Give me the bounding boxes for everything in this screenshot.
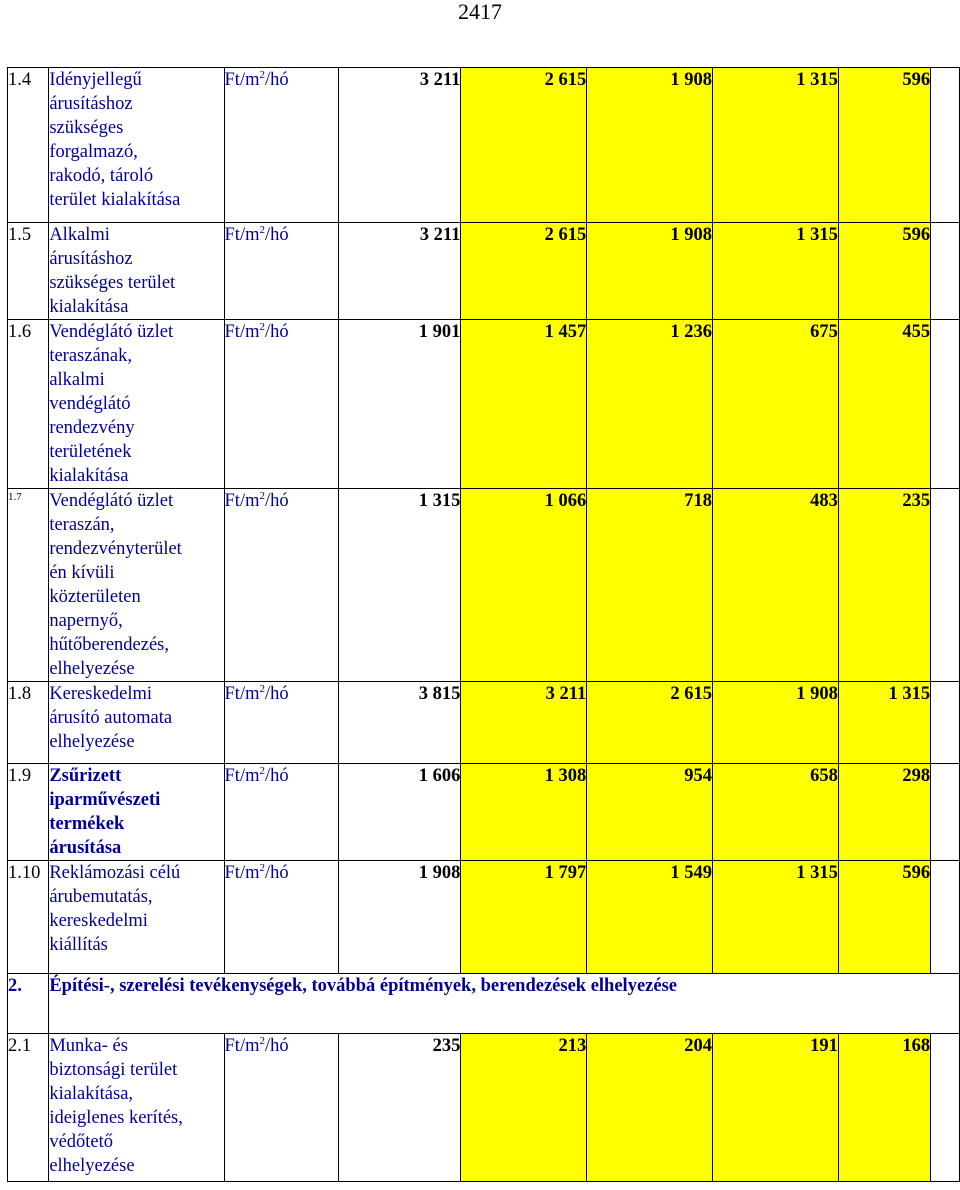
row-description <box>49 1034 224 1182</box>
description-line: iparművészeti <box>49 790 161 810</box>
tariff-table <box>7 67 960 1182</box>
description-line: árusító automata <box>49 708 173 728</box>
row-description <box>49 320 224 489</box>
unit-cell <box>224 1034 339 1182</box>
value-cell: 1 308 <box>461 764 587 861</box>
empty-cell <box>931 68 960 223</box>
value-cell: 235 <box>838 489 930 682</box>
description-line: vendéglátó <box>49 394 131 414</box>
value-cell: 1 549 <box>587 861 713 974</box>
unit-exponent: 2 <box>259 764 265 777</box>
value-cell: 455 <box>838 320 930 489</box>
table-row <box>8 320 960 489</box>
unit-exponent: 2 <box>259 861 265 874</box>
unit-exponent: 2 <box>259 68 265 81</box>
unit-suffix: /hó <box>264 1036 289 1056</box>
table-row <box>8 764 960 861</box>
unit-base: Ft/m <box>224 225 260 245</box>
unit-base: Ft/m <box>224 322 260 342</box>
value-cell: 1 066 <box>461 489 587 682</box>
unit-exponent: 2 <box>259 223 265 236</box>
description-line: rendezvény <box>49 418 135 438</box>
row-index <box>8 682 49 764</box>
value-cell: 1 315 <box>339 489 461 682</box>
unit-suffix: /hó <box>264 684 289 704</box>
unit-cell <box>224 764 339 861</box>
row-index <box>8 764 49 861</box>
description-line: Munka- és <box>49 1036 128 1056</box>
unit-cell <box>224 861 339 974</box>
row-index-text: 2.1 <box>8 1036 32 1056</box>
description-line: ideiglenes kerítés, <box>49 1108 183 1128</box>
row-description <box>49 861 224 974</box>
value-cell: 596 <box>838 223 930 320</box>
table-row <box>8 489 960 682</box>
empty-cell <box>931 682 960 764</box>
unit-base: Ft/m <box>224 1036 260 1056</box>
unit-base: Ft/m <box>224 70 260 90</box>
row-description <box>49 682 224 764</box>
description-line: kialakítása <box>49 466 129 486</box>
unit-suffix: /hó <box>264 322 289 342</box>
table-row <box>8 861 960 974</box>
empty-cell <box>931 223 960 320</box>
row-index-text: 1.7 <box>8 491 22 503</box>
row-index <box>8 223 49 320</box>
row-description <box>49 223 224 320</box>
description-line: kialakítása <box>49 297 129 317</box>
unit-cell <box>224 489 339 682</box>
value-cell: 191 <box>713 1034 839 1182</box>
value-cell: 1 606 <box>339 764 461 861</box>
value-cell: 1 908 <box>587 223 713 320</box>
unit-exponent: 2 <box>259 489 265 502</box>
unit-base: Ft/m <box>224 491 260 511</box>
row-index-text: 1.4 <box>8 70 32 90</box>
description-line: árusításhoz <box>49 94 133 114</box>
value-cell: 168 <box>838 1034 930 1182</box>
description-line: területének <box>49 442 132 462</box>
row-description <box>49 764 224 861</box>
description-line: biztonsági terület <box>49 1060 178 1080</box>
value-cell: 596 <box>838 861 930 974</box>
value-cell: 658 <box>713 764 839 861</box>
description-line: kialakítása, <box>49 1084 134 1104</box>
value-cell: 1 236 <box>587 320 713 489</box>
value-cell: 954 <box>587 764 713 861</box>
value-cell: 235 <box>339 1034 461 1182</box>
value-cell: 1 908 <box>339 861 461 974</box>
description-line: védőtető <box>49 1132 114 1152</box>
unit-suffix: /hó <box>264 70 289 90</box>
description-line: szükséges <box>49 118 124 138</box>
description-line: kiállítás <box>49 935 108 955</box>
description-line: szükséges terület <box>49 273 176 293</box>
value-cell: 213 <box>461 1034 587 1182</box>
table-row <box>8 1034 960 1182</box>
page-number: 2417 <box>458 0 502 24</box>
description-line: kereskedelmi <box>49 911 148 931</box>
value-cell: 3 211 <box>461 682 587 764</box>
table-row <box>8 68 960 223</box>
description-line: Reklámozási célú <box>49 863 181 883</box>
row-index <box>8 68 49 223</box>
value-cell: 204 <box>587 1034 713 1182</box>
table-row <box>8 223 960 320</box>
value-cell: 483 <box>713 489 839 682</box>
value-cell: 2 615 <box>461 223 587 320</box>
value-cell: 1 315 <box>713 223 839 320</box>
row-index-text: 1.5 <box>8 225 32 245</box>
row-description <box>49 489 224 682</box>
table-row <box>8 682 960 764</box>
value-cell: 1 908 <box>587 68 713 223</box>
row-index-text: 1.10 <box>8 863 41 883</box>
value-cell: 1 901 <box>339 320 461 489</box>
unit-suffix: /hó <box>264 491 289 511</box>
description-line: elhelyezése <box>49 1156 135 1176</box>
value-cell: 3 815 <box>339 682 461 764</box>
value-cell: 3 211 <box>339 223 461 320</box>
description-line: közterületen <box>49 587 141 607</box>
value-cell: 1 908 <box>713 682 839 764</box>
row-index-text: 1.9 <box>8 766 32 786</box>
unit-exponent: 2 <box>259 1034 265 1047</box>
description-line: forgalmazó, <box>49 142 138 162</box>
description-line: rendezvényterület <box>49 539 182 559</box>
row-index <box>8 489 49 682</box>
description-line: hűtőberendezés, <box>49 635 169 655</box>
description-line: árusítása <box>49 838 122 858</box>
unit-suffix: /hó <box>264 225 289 245</box>
unit-cell <box>224 68 339 223</box>
description-line: elhelyezése <box>49 732 135 752</box>
row-index-text: 1.6 <box>8 322 32 342</box>
unit-suffix: /hó <box>264 863 289 883</box>
row-index <box>8 1034 49 1182</box>
value-cell: 1 315 <box>713 861 839 974</box>
unit-cell <box>224 682 339 764</box>
description-line: alkalmi <box>49 370 105 390</box>
value-cell: 298 <box>838 764 930 861</box>
unit-base: Ft/m <box>224 863 260 883</box>
unit-cell <box>224 223 339 320</box>
description-line: Kereskedelmi <box>49 684 153 704</box>
description-line: terület kialakítása <box>49 190 181 210</box>
empty-cell <box>931 764 960 861</box>
row-index <box>8 320 49 489</box>
empty-cell <box>931 1034 960 1182</box>
description-line: én kívüli <box>49 563 115 583</box>
description-line: teraszán, <box>49 515 115 535</box>
empty-cell <box>931 861 960 974</box>
section-row <box>8 974 960 1034</box>
row-description <box>49 68 224 223</box>
description-line: termékek <box>49 814 125 834</box>
description-line: teraszának, <box>49 346 132 366</box>
description-line: napernyő, <box>49 611 123 631</box>
empty-cell <box>931 489 960 682</box>
section-index: 2. <box>8 974 49 1034</box>
value-cell: 2 615 <box>461 68 587 223</box>
unit-cell <box>224 320 339 489</box>
value-cell: 1 315 <box>713 68 839 223</box>
description-line: Alkalmi <box>49 225 110 245</box>
description-line: árusításhoz <box>49 249 133 269</box>
description-line: Vendéglátó üzlet <box>49 322 174 342</box>
description-line: árubemutatás, <box>49 887 153 907</box>
value-cell: 1 315 <box>838 682 930 764</box>
description-line: Zsűrizett <box>49 766 122 786</box>
unit-exponent: 2 <box>259 320 265 333</box>
row-index <box>8 861 49 974</box>
description-line: rakodó, tároló <box>49 166 154 186</box>
row-index-text: 1.8 <box>8 684 32 704</box>
empty-cell <box>931 320 960 489</box>
value-cell: 1 797 <box>461 861 587 974</box>
value-cell: 718 <box>587 489 713 682</box>
unit-exponent: 2 <box>259 682 265 695</box>
unit-base: Ft/m <box>224 684 260 704</box>
description-line: Vendéglátó üzlet <box>49 491 174 511</box>
value-cell: 2 615 <box>587 682 713 764</box>
value-cell: 596 <box>838 68 930 223</box>
value-cell: 1 457 <box>461 320 587 489</box>
description-line: Idényjellegű <box>49 70 142 90</box>
unit-suffix: /hó <box>264 766 289 786</box>
value-cell: 3 211 <box>339 68 461 223</box>
section-title: Építési-, szerelési tevékenységek, továbbá építmények, berendezések elhelyezése <box>49 974 960 1034</box>
value-cell: 675 <box>713 320 839 489</box>
unit-base: Ft/m <box>224 766 260 786</box>
description-line: elhelyezése <box>49 659 135 679</box>
